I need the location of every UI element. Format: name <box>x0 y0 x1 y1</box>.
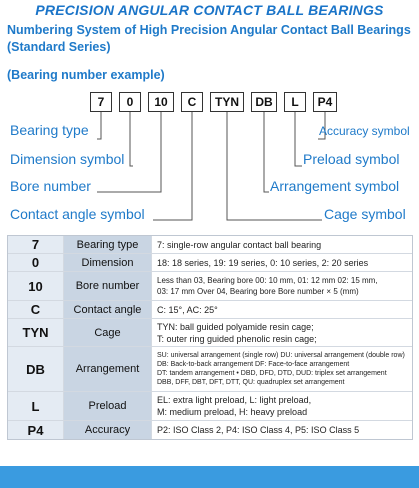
example-label: (Bearing number example) <box>7 68 165 82</box>
label-arrangement-symbol: Arrangement symbol <box>270 178 400 194</box>
row-desc <box>152 392 412 420</box>
code-box-contact-angle: C <box>181 92 203 112</box>
row-desc-line: DBB, DFF, DBT, DFT, DTT, QU: quadruplex set arrangement <box>157 379 345 386</box>
explanation-table <box>7 235 413 440</box>
leader-bearing-type <box>97 112 101 139</box>
row-code: DB <box>8 347 64 391</box>
row-name: Preload <box>64 392 152 420</box>
row-code: 7 <box>8 236 64 253</box>
row-name: Bore number <box>64 272 152 300</box>
row-desc-line: T: outer ring guided phenolic resin cage; <box>157 333 317 344</box>
table-row <box>8 347 412 392</box>
table-row <box>8 236 412 254</box>
label-dimension-symbol: Dimension symbol <box>10 151 125 167</box>
row-desc <box>152 254 412 271</box>
bottom-bar <box>0 466 419 488</box>
table-row <box>8 421 412 439</box>
row-desc <box>152 347 412 391</box>
subtitle-series: (Standard Series) <box>7 40 111 54</box>
label-contact-angle-symbol: Contact angle symbol <box>10 206 145 222</box>
row-name: Accuracy <box>64 421 152 439</box>
code-box-bearing-type: 7 <box>90 92 112 112</box>
row-code: C <box>8 301 64 318</box>
row-desc-line: 18: 18 series, 19: 19 series, 0: 10 series, 2: 20 series <box>157 257 369 268</box>
row-desc <box>152 319 412 346</box>
table-row <box>8 254 412 272</box>
row-name: Arrangement <box>64 347 152 391</box>
row-code: 10 <box>8 272 64 300</box>
leader-preload <box>295 112 302 166</box>
row-desc-line: SU: universal arrangement (single row) DU: universal arrangement (double row) <box>157 352 405 359</box>
row-desc-line: P2: ISO Class 2, P4: ISO Class 4, P5: ISO Class 5 <box>157 425 360 435</box>
row-desc <box>152 236 412 253</box>
row-name: Bearing type <box>64 236 152 253</box>
label-cage-symbol: Cage symbol <box>324 206 406 222</box>
row-desc-line: 03: 17 mm Over 04, Bearing bore Bore number × 5 (mm) <box>157 287 359 296</box>
table-row <box>8 319 412 347</box>
row-desc-line: DT: tandem arrangement • DBD, DFD, DTD, DUD: triplex set arrangement <box>157 370 387 377</box>
code-box-bore: 10 <box>148 92 174 112</box>
code-box-accuracy: P4 <box>313 92 337 112</box>
row-desc-line: EL: extra light preload, L: light preload, <box>157 395 312 405</box>
row-code: 0 <box>8 254 64 271</box>
row-desc <box>152 421 412 439</box>
row-desc-line: M: medium preload, H: heavy preload <box>157 407 308 417</box>
table-row <box>8 392 412 421</box>
row-code: P4 <box>8 421 64 439</box>
code-box-dimension: 0 <box>119 92 141 112</box>
row-desc-line: C: 15°, AC: 25° <box>157 304 218 315</box>
label-bearing-type: Bearing type <box>10 122 89 138</box>
label-bore-number: Bore number <box>10 178 91 194</box>
leader-arrangement <box>264 112 269 192</box>
row-code: L <box>8 392 64 420</box>
table-row <box>8 272 412 301</box>
subtitle: Numbering System of High Precision Angular Contact Ball Bearings <box>7 23 411 37</box>
leader-contact-angle <box>153 112 192 220</box>
row-desc <box>152 272 412 300</box>
code-box-cage: TYN <box>210 92 244 112</box>
row-desc-line: DB: Back-to-back arrangement DF: Face-to-face arrangement <box>157 361 350 368</box>
table-row <box>8 301 412 319</box>
row-desc <box>152 301 412 318</box>
row-name: Contact angle <box>64 301 152 318</box>
code-box-arrangement: DB <box>251 92 277 112</box>
row-desc-line: TYN: ball guided polyamide resin cage; <box>157 321 314 332</box>
label-preload-symbol: Preload symbol <box>303 151 400 167</box>
row-desc-line: Less than 03, Bearing bore 00: 10 mm, 01: 12 mm 02: 15 mm, <box>157 276 378 285</box>
label-accuracy-symbol: Accuracy symbol <box>319 124 410 138</box>
leader-dimension <box>130 112 133 166</box>
page-title: PRECISION ANGULAR CONTACT BALL BEARINGS <box>35 2 384 18</box>
row-desc-line: 7: single-row angular contact ball bearing <box>157 239 322 250</box>
row-code: TYN <box>8 319 64 346</box>
row-name: Dimension <box>64 254 152 271</box>
code-box-preload: L <box>284 92 306 112</box>
row-name: Cage <box>64 319 152 346</box>
